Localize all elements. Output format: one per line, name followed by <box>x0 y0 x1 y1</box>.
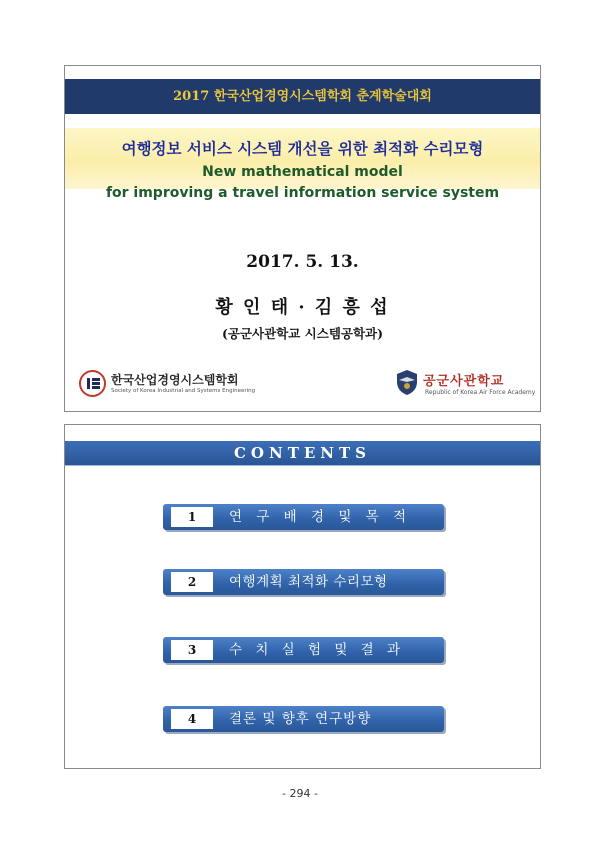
english-title-line1: New mathematical model <box>202 164 403 180</box>
contents-slide <box>64 424 541 769</box>
academy-emblem-icon <box>395 368 419 396</box>
contents-item-4 <box>163 706 444 732</box>
contents-header: CONTENTS <box>65 441 540 465</box>
authors: 황 인 태 · 김 흥 섭 <box>215 297 390 318</box>
society-name-english: Society of Korea Industrial and Systems Engineering <box>111 388 256 394</box>
korean-title: 여행정보 서비스 시스템 개선을 위한 최적화 수리모형 <box>121 140 484 158</box>
page-number: - 294 - <box>282 787 318 800</box>
presentation-date: 2017. 5. 13. <box>246 252 359 272</box>
item-number: 1 <box>171 507 213 527</box>
academy-logo <box>395 366 535 406</box>
english-title-line2: for improving a travel information service system <box>105 185 500 201</box>
contents-item-1 <box>163 504 444 530</box>
item-number: 3 <box>171 640 213 660</box>
item-label: 연 구 배 경 및 목 적 <box>229 509 412 525</box>
item-label: 수 치 실 험 및 결 과 <box>229 642 405 658</box>
academy-name-english: Republic of Korea Air Force Academy <box>425 389 536 396</box>
contents-item-2 <box>163 569 444 595</box>
conference-banner: 2017 한국산업경영시스템학회 춘계학술대회 <box>65 79 540 114</box>
title-slide <box>64 65 541 412</box>
item-label: 결론 및 향후 연구방향 <box>229 711 372 727</box>
affiliation: (공군사관학교 시스템공학과) <box>221 326 384 341</box>
society-logo <box>79 368 279 402</box>
society-emblem-icon <box>79 370 106 397</box>
item-number: 4 <box>171 709 213 729</box>
contents-item-3 <box>163 637 444 663</box>
society-name: 한국산업경영시스템학회 <box>111 373 239 387</box>
item-number: 2 <box>171 572 213 592</box>
academy-name: 공군사관학교 <box>423 374 505 389</box>
item-label: 여행계획 최적화 수리모형 <box>229 574 388 590</box>
header-divider <box>65 465 540 466</box>
